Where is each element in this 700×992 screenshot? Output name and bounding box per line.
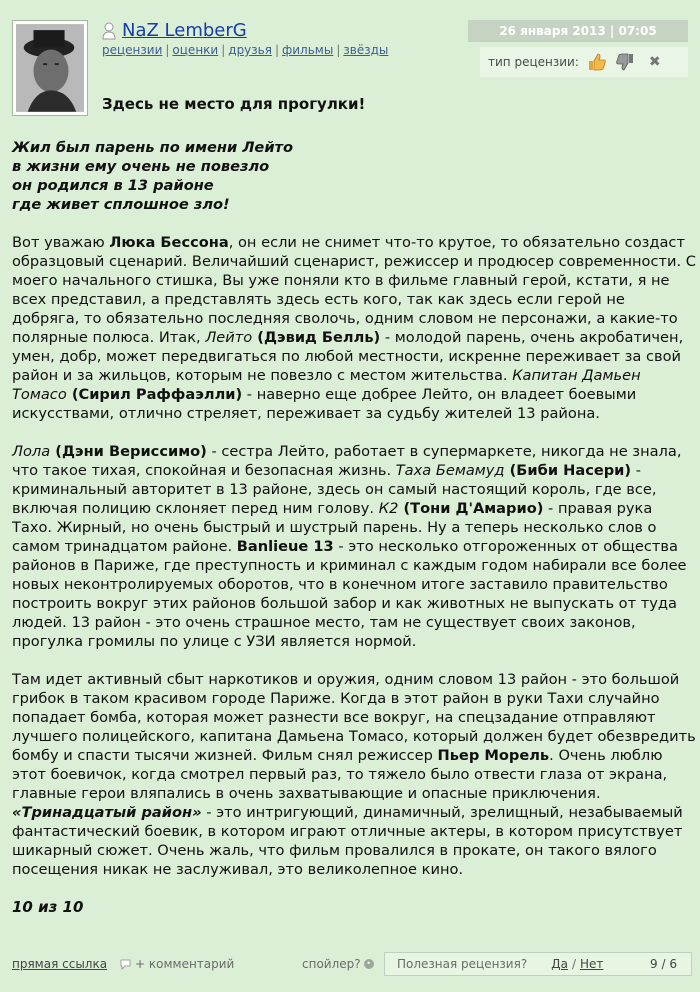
review-footer [12,953,692,975]
neutral-icon[interactable]: ✖ [648,54,661,70]
text-run: К2 [378,500,399,517]
add-comment-button[interactable] [120,957,234,971]
review-paragraph-3 [12,670,696,879]
text-run: Там идет активный сбыт наркотиков и оружия, одним словом 13 район - это большой грибок в таком красивом городе Париже. Когда в этот район в руки Тахи случайно попадает бомба, которая может разнести все вокруг, на спецзадание отправляют лучшего полицейского, капитана Дамьена Томасо, который должен будет обезвредить бомбу и спасти тысячи жизней. Фильм снял режиссер [12,671,696,764]
useful-divider: / [571,957,576,971]
poem-line: Жил был парень по имени Лейто [12,139,294,156]
review-rating: 10 из 10 [12,898,84,916]
add-comment-label: + комментарий [135,957,235,971]
text-run: Таха Бемамуд [395,462,505,479]
text-run: Капитан Дамьен Томасо [12,367,641,403]
poem-line: в жизни ему очень не повезло [12,158,270,175]
spoiler-toggle[interactable] [302,957,374,971]
spoiler-label: спойлер? [302,957,361,971]
text-run: - правая рука Тахо. Жирный, но очень быстрый и шустрый парень. Ну а теперь несколько слов о самом тринадцатом районе. [12,500,657,555]
review-paragraph-1 [12,233,696,423]
useful-no-button[interactable]: Нет [579,957,604,971]
text-run: - это несколько отгороженных от общества районов в Париже, где преступность и криминал с каждым годом набирали все более новых неконтролируемых оборотов, что в конечном итоге заставило правительство построить вокруг этих районов большой забор и как животных не выпускать от туда людей. 13 район - это очень страшное место, там не существует своих законов, прогулка громилы по улице с УЗИ является нормой. [12,538,687,650]
review-body [12,138,696,936]
text-run: (Тони Д'Амарио) [398,500,544,517]
username-link[interactable]: NaZ LemberG [122,20,247,41]
text-run: - сестра Лейто, работает в супермаркете, никогда не знала, что такое тихая, спокойная и безопасная жизнь. [12,443,682,479]
text-run: (Биби Насери) [504,462,632,479]
user-row [102,20,388,41]
text-run: Пьер Морель [437,747,550,764]
review-title: Здесь не место для прогулки! [102,95,366,113]
poem-line: он родился в 13 районе [12,177,214,194]
review-header [102,20,388,57]
spoiler-help-icon: • [364,959,374,969]
useful-review-box [384,952,692,976]
text-run: (Дэвид Белль) [252,329,381,346]
link-ratings[interactable]: оценки [172,43,219,57]
text-run: Лейто [205,329,253,346]
text-run: , он если не снимет что-то крутое, то обязательно создаст образцовый сценарий. Величайший сценарист, режиссер и продюсер современности. С моего начального стишка, Вы уже поняли кто в фильме главный герой, кстати, я не всех представил, а представлять здесь есть кого, так как здесь если герой не добряга, то обязательно последняя сволочь, одним словом не персонажи, а какие-то полярные полюса. Итак, [12,234,696,346]
link-friends[interactable]: друзья [228,43,272,57]
text-run: - наверно еще добрее Лейто, он владеет боевыми искусствами, отлично стреляет, переживает за судьбу жителей 13 района. [12,386,637,422]
link-films[interactable]: фильмы [282,43,334,57]
text-run: (Сирил Раффаэлли) [66,386,243,403]
link-stars[interactable]: звёзды [343,43,389,57]
thumbs-down-icon[interactable] [615,52,635,72]
comment-icon [120,959,131,970]
useful-question: Полезная рецензия? [397,957,528,971]
user-links: рецензии | оценки | друзья | фильмы | звёзды [102,43,389,57]
text-run: - криминальный авторитет в 13 районе, здесь он самый настоящий король, где все, включая полицию склоняет перед ним голову. [12,462,657,517]
useful-count: 9 / 6 [650,957,677,971]
review-type-label: тип рецензии: [488,55,579,69]
user-avatar[interactable] [12,20,88,116]
review-paragraph-2 [12,442,696,651]
text-run: (Дэни Вериссимо) [50,443,207,460]
review-poem [12,138,696,214]
text-run: - это интригующий, динамичный, зрелищный, незабываемый фантастический боевик, в котором играют отличные актеры, в котором присутствует шикарный сюжет. Очень жаль, что фильм провалился в прокате, он такого вялого посещения никак не заслуживал, это великолепное кино. [12,804,683,878]
text-run: «Тринадцатый район» [12,804,202,821]
text-run: - молодой парень, очень акробатичен, умен, добр, может передвигаться по любой местности, искренне переживает за свой район и за жильцов, которым не повезло с местом жительства. [12,329,684,384]
thumbs-up-icon[interactable] [587,52,607,72]
text-run: . Очень люблю этот боевичок, когда смотрел первый раз, то тяжело было отвести глаза от экрана, главные герои вляпались в очень захватывающие и опасные приключения. [12,747,668,802]
useful-yes-button[interactable]: Да [551,957,568,971]
review-type-box [480,47,688,77]
text-run: Лола [12,443,51,460]
direct-link[interactable]: прямая ссылка [12,957,108,971]
avatar-image [16,24,84,112]
review-date: 26 января 2013 | 07:05 [468,20,688,42]
text-run: Вот уважаю [12,234,110,251]
link-reviews[interactable]: рецензии [102,43,163,57]
user-icon [102,22,116,40]
text-run: Banlieue 13 [236,538,334,555]
text-run: Люка Бессона [109,234,229,251]
poem-line: где живет сплошное зло! [12,196,230,213]
